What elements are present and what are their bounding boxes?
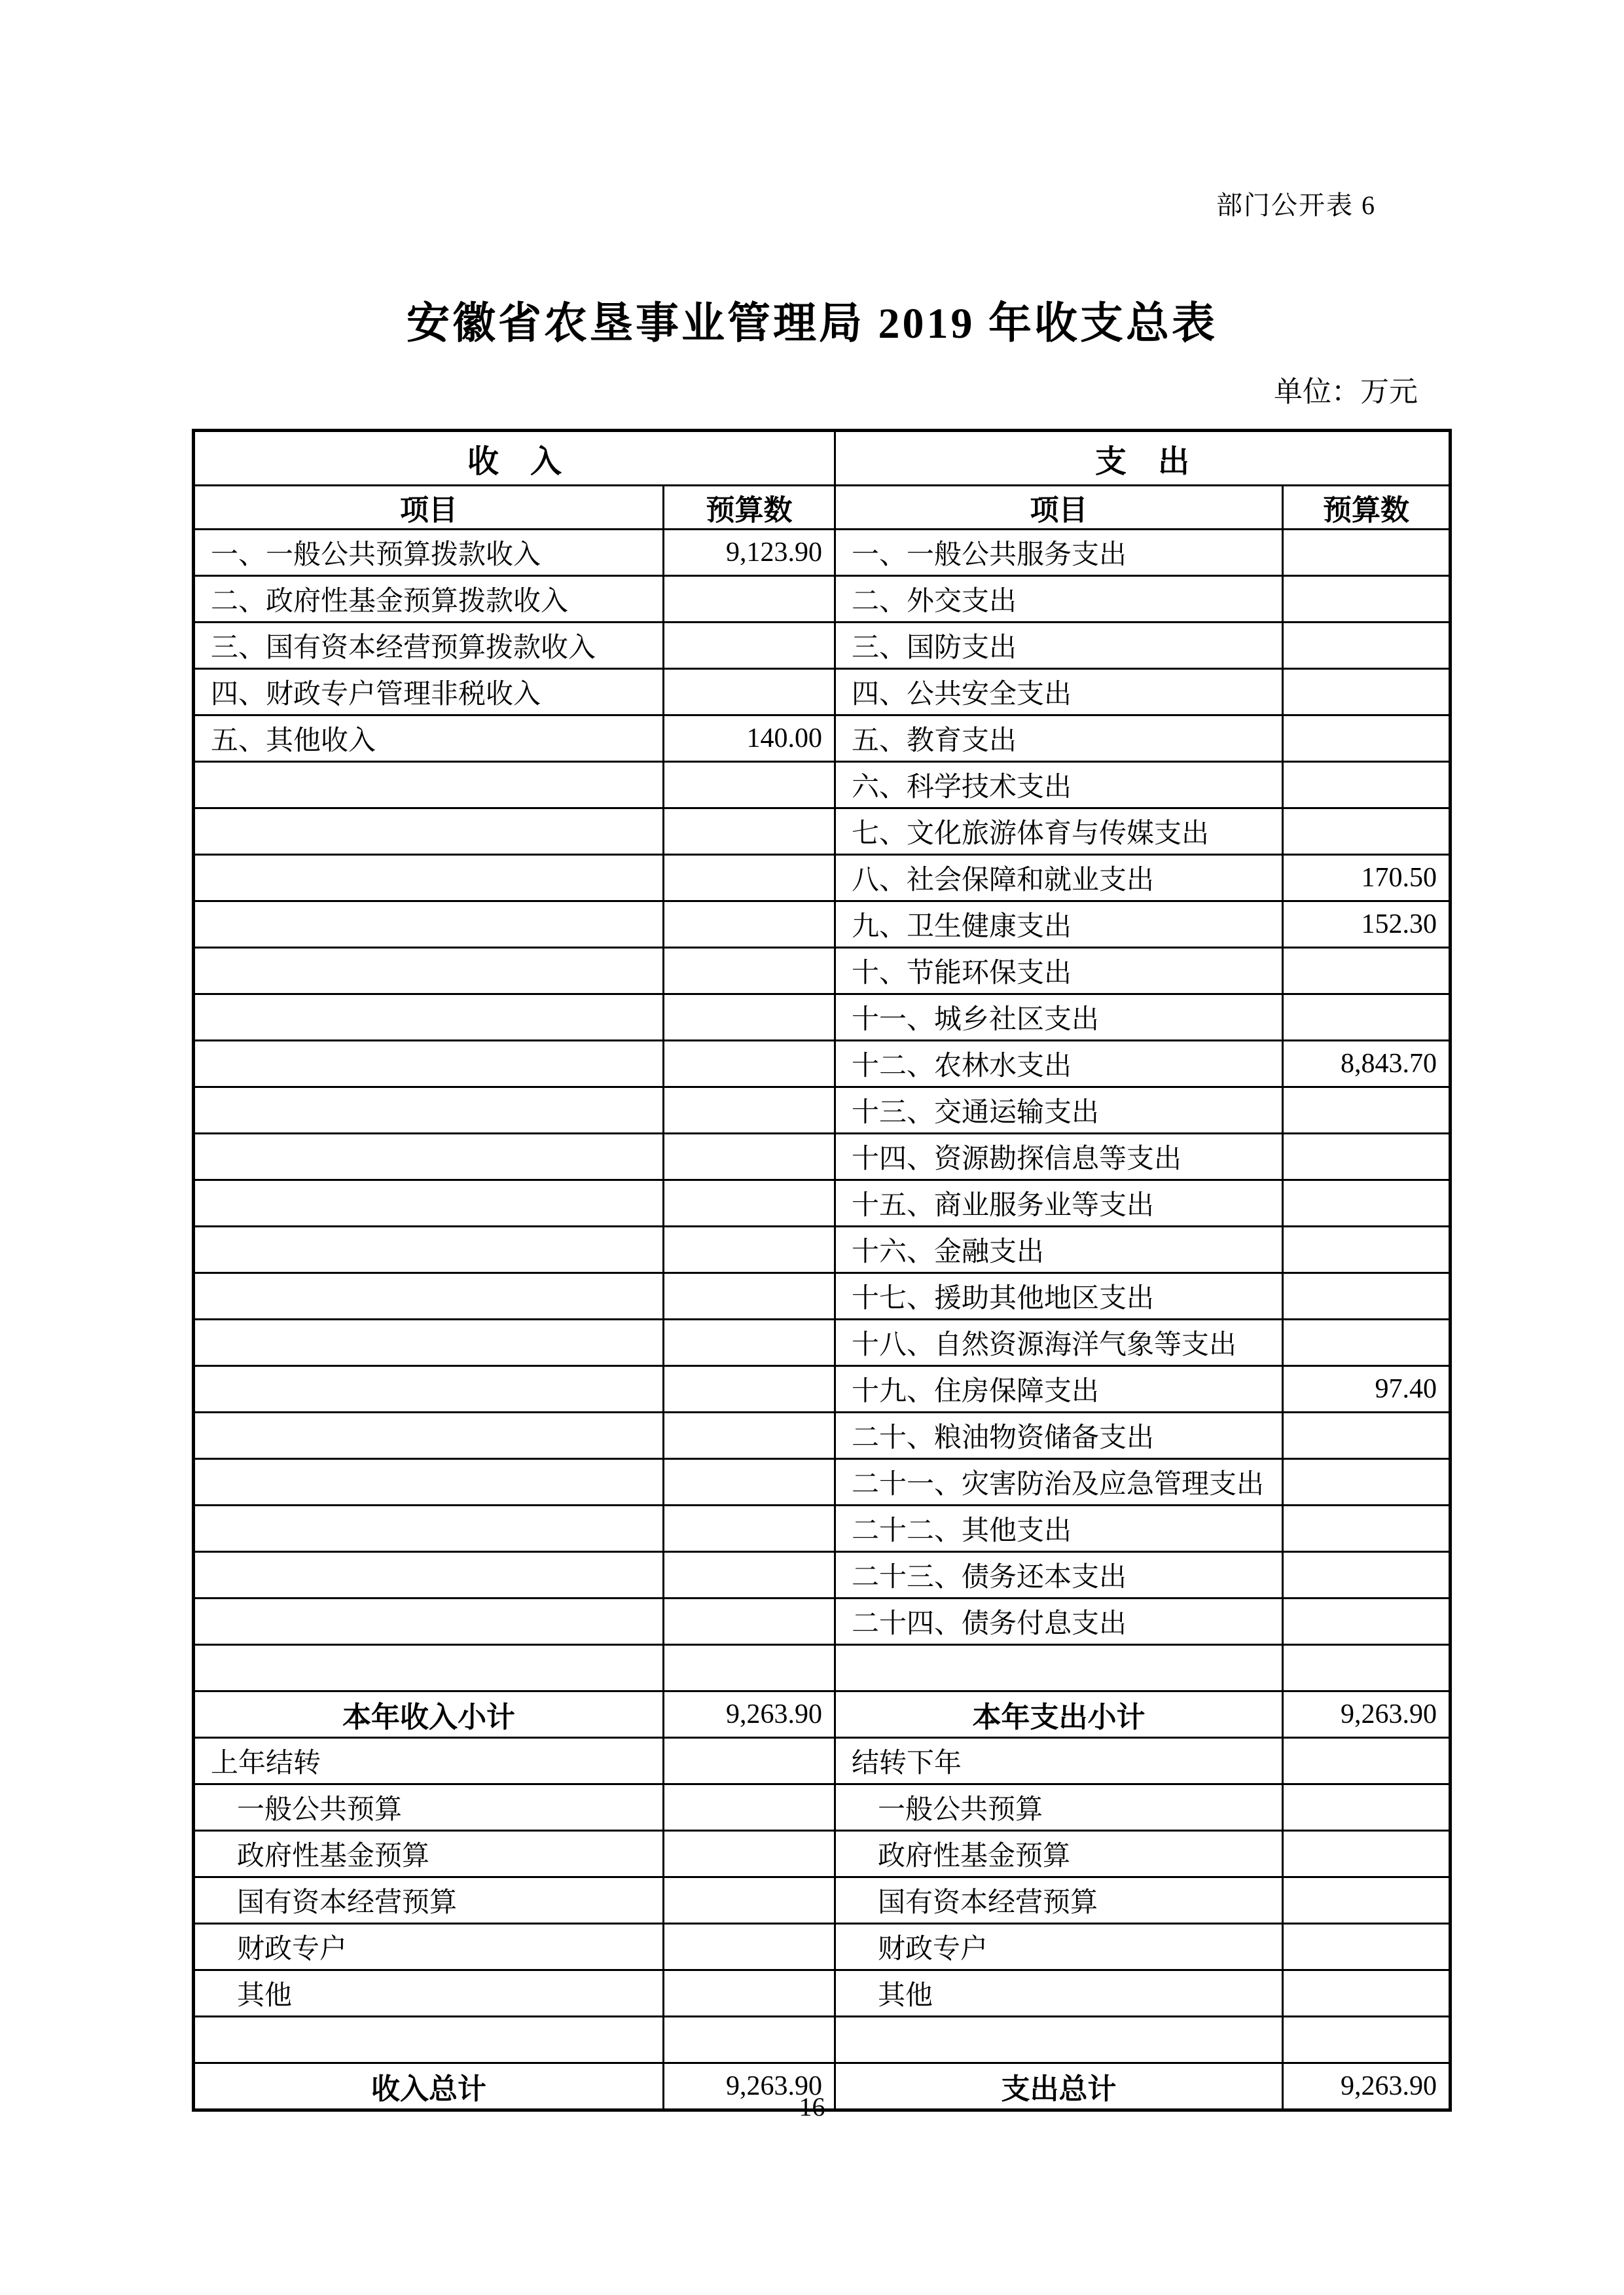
table-row-item [194, 1134, 1451, 1180]
income-budget-cell [664, 1041, 835, 1087]
income-budget-cell [664, 855, 835, 901]
expense-item-cell: 其他 [835, 1970, 1283, 2017]
expense-budget-cell [1283, 623, 1451, 669]
table-row-item [194, 994, 1451, 1041]
budget-table [192, 429, 1452, 2112]
expense-budget-cell: 97.40 [1283, 1366, 1451, 1413]
income-item-cell [194, 2017, 664, 2063]
expense-item-cell: 一、一般公共服务支出 [835, 530, 1283, 576]
page-title: 安徽省农垦事业管理局 2019 年收支总表 [406, 300, 1218, 348]
income-budget-cell [664, 1506, 835, 1552]
expense-item-cell: 二、外交支出 [835, 576, 1283, 623]
expense-item-cell [835, 1645, 1283, 1691]
expense-item-cell: 政府性基金预算 [835, 1831, 1283, 1877]
expense-item-cell: 五、教育支出 [835, 715, 1283, 762]
income-item-cell: 上年结转 [194, 1738, 664, 1784]
expense-item-cell: 十一、城乡社区支出 [835, 994, 1283, 1041]
income-budget-cell [664, 1134, 835, 1180]
expense-item-cell: 七、文化旅游体育与传媒支出 [835, 808, 1283, 855]
income-budget-cell [664, 1227, 835, 1273]
expense-budget-cell: 170.50 [1283, 855, 1451, 901]
income-item-cell [194, 1087, 664, 1134]
table-row-item [194, 1459, 1451, 1506]
income-item-cell [194, 1134, 664, 1180]
income-budget-cell [664, 1970, 835, 2017]
expense-budget-cell [1283, 1645, 1451, 1691]
table-row-item [194, 1552, 1451, 1599]
expense-budget-cell [1283, 1599, 1451, 1645]
expense-item-cell: 十三、交通运输支出 [835, 1087, 1283, 1134]
income-budget-cell [664, 1645, 835, 1691]
table-row-item [194, 715, 1451, 762]
table-row-item [194, 762, 1451, 808]
table-row-item [194, 1273, 1451, 1320]
income-item-cell [194, 1366, 664, 1413]
table-row-sub [194, 1924, 1451, 1970]
table-row-item [194, 1413, 1451, 1459]
table-row-item [194, 948, 1451, 994]
table-row-section [194, 1738, 1451, 1784]
expense-budget-cell [1283, 1784, 1451, 1831]
expense-budget-cell [1283, 1413, 1451, 1459]
income-item-cell: 收入总计 [194, 2063, 664, 2110]
expense-item-cell: 本年支出小计 [835, 1691, 1283, 1738]
income-budget-cell [664, 1273, 835, 1320]
income-budget-cell: 140.00 [664, 715, 835, 762]
income-item-cell: 五、其他收入 [194, 715, 664, 762]
income-budget-cell: 9,263.90 [664, 2063, 835, 2110]
income-budget-cell [664, 1087, 835, 1134]
expense-budget-cell [1283, 1506, 1451, 1552]
income-budget-cell [664, 1552, 835, 1599]
income-item-cell: 一般公共预算 [194, 1784, 664, 1831]
expense-budget-cell [1283, 1924, 1451, 1970]
income-budget-cell [664, 1784, 835, 1831]
table-row-item [194, 669, 1451, 715]
income-item-cell [194, 1273, 664, 1320]
expense-budget-cell: 8,843.70 [1283, 1041, 1451, 1087]
income-budget-column-header: 预算数 [664, 486, 835, 530]
income-item-cell: 其他 [194, 1970, 664, 2017]
table-row-item [194, 1041, 1451, 1087]
table-row-column-header [194, 486, 1451, 530]
income-item-cell [194, 1041, 664, 1087]
expense-budget-cell [1283, 576, 1451, 623]
expense-item-cell: 十四、资源勘探信息等支出 [835, 1134, 1283, 1180]
expense-budget-cell [1283, 1738, 1451, 1784]
income-budget-cell [664, 1459, 835, 1506]
expense-item-cell: 支出总计 [835, 2063, 1283, 2110]
expense-budget-cell [1283, 994, 1451, 1041]
expense-budget-cell [1283, 808, 1451, 855]
expense-item-cell: 十五、商业服务业等支出 [835, 1180, 1283, 1227]
income-budget-cell [664, 1180, 835, 1227]
table-row-item [194, 1599, 1451, 1645]
expense-budget-cell: 9,263.90 [1283, 1691, 1451, 1738]
expense-item-cell: 财政专户 [835, 1924, 1283, 1970]
expense-budget-cell [1283, 1831, 1451, 1877]
expense-item-cell: 十九、住房保障支出 [835, 1366, 1283, 1413]
income-item-cell [194, 1599, 664, 1645]
income-item-cell [194, 1459, 664, 1506]
expense-budget-cell [1283, 1320, 1451, 1366]
income-item-cell [194, 855, 664, 901]
expense-item-cell: 十、节能环保支出 [835, 948, 1283, 994]
income-item-cell [194, 948, 664, 994]
table-row-item [194, 855, 1451, 901]
table-row-item [194, 1366, 1451, 1413]
expense-section-header: 支 出 [835, 431, 1451, 486]
income-item-cell [194, 1227, 664, 1273]
income-item-cell [194, 1320, 664, 1366]
income-item-cell: 一、一般公共预算拨款收入 [194, 530, 664, 576]
expense-budget-cell [1283, 1970, 1451, 2017]
income-budget-cell [664, 669, 835, 715]
expense-item-cell: 二十三、债务还本支出 [835, 1552, 1283, 1599]
income-item-cell [194, 1506, 664, 1552]
income-section-header: 收 入 [194, 431, 835, 486]
income-budget-cell [664, 762, 835, 808]
expense-budget-cell [1283, 1459, 1451, 1506]
income-budget-cell [664, 1413, 835, 1459]
unit-label: 单位：万元 [1274, 376, 1418, 408]
expense-budget-cell [1283, 1087, 1451, 1134]
expense-item-cell: 九、卫生健康支出 [835, 901, 1283, 948]
table-row-item [194, 1506, 1451, 1552]
expense-item-cell: 结转下年 [835, 1738, 1283, 1784]
income-item-cell: 政府性基金预算 [194, 1831, 664, 1877]
expense-item-cell: 四、公共安全支出 [835, 669, 1283, 715]
expense-item-cell: 二十、粮油物资储备支出 [835, 1413, 1283, 1459]
table-row-item [194, 623, 1451, 669]
expense-budget-cell [1283, 715, 1451, 762]
expense-budget-column-header: 预算数 [1283, 486, 1451, 530]
expense-budget-cell [1283, 669, 1451, 715]
table-body [194, 530, 1451, 2110]
table-row-item [194, 1180, 1451, 1227]
expense-budget-cell [1283, 1273, 1451, 1320]
expense-budget-cell: 9,263.90 [1283, 2063, 1451, 2110]
income-item-cell: 本年收入小计 [194, 1691, 664, 1738]
income-item-cell: 财政专户 [194, 1924, 664, 1970]
expense-item-cell: 六、科学技术支出 [835, 762, 1283, 808]
expense-item-cell: 一般公共预算 [835, 1784, 1283, 1831]
income-item-cell: 国有资本经营预算 [194, 1877, 664, 1924]
page-number: 16 [799, 2092, 825, 2122]
income-item-cell [194, 1645, 664, 1691]
income-budget-cell [664, 948, 835, 994]
expense-item-cell [835, 2017, 1283, 2063]
expense-item-cell: 国有资本经营预算 [835, 1877, 1283, 1924]
table-row-sub [194, 1784, 1451, 1831]
table-row-item [194, 1087, 1451, 1134]
income-item-cell [194, 901, 664, 948]
table-head [194, 431, 1451, 530]
expense-budget-cell [1283, 530, 1451, 576]
expense-item-cell: 十七、援助其他地区支出 [835, 1273, 1283, 1320]
income-budget-cell [664, 1831, 835, 1877]
income-budget-cell [664, 1924, 835, 1970]
income-item-cell: 二、政府性基金预算拨款收入 [194, 576, 664, 623]
expense-item-cell: 二十一、灾害防治及应急管理支出 [835, 1459, 1283, 1506]
income-item-cell [194, 1413, 664, 1459]
table-row-blank [194, 1645, 1451, 1691]
table-row-blank [194, 2017, 1451, 2063]
table-row-sub [194, 1970, 1451, 2017]
table-row-item [194, 1227, 1451, 1273]
table-row-item [194, 576, 1451, 623]
expense-budget-cell [1283, 762, 1451, 808]
income-budget-cell [664, 2017, 835, 2063]
expense-budget-cell [1283, 1134, 1451, 1180]
table-row-subtotal [194, 1691, 1451, 1738]
table-row-item [194, 1320, 1451, 1366]
income-item-cell: 三、国有资本经营预算拨款收入 [194, 623, 664, 669]
expense-budget-cell [1283, 2017, 1451, 2063]
table-row-sub [194, 1877, 1451, 1924]
income-item-cell [194, 994, 664, 1041]
expense-budget-cell [1283, 1227, 1451, 1273]
income-budget-cell [664, 1366, 835, 1413]
expense-item-cell: 十二、农林水支出 [835, 1041, 1283, 1087]
income-item-cell: 四、财政专户管理非税收入 [194, 669, 664, 715]
income-item-cell [194, 808, 664, 855]
income-budget-cell [664, 994, 835, 1041]
expense-item-cell: 十六、金融支出 [835, 1227, 1283, 1273]
income-item-cell [194, 762, 664, 808]
expense-budget-cell [1283, 1180, 1451, 1227]
expense-item-cell: 二十二、其他支出 [835, 1506, 1283, 1552]
income-budget-cell [664, 1320, 835, 1366]
income-item-cell [194, 1180, 664, 1227]
income-budget-cell [664, 1877, 835, 1924]
income-budget-cell [664, 576, 835, 623]
table-row-sub [194, 1831, 1451, 1877]
income-budget-cell [664, 901, 835, 948]
table-row-item [194, 901, 1451, 948]
expense-budget-cell [1283, 1877, 1451, 1924]
table-row-group-header [194, 431, 1451, 486]
income-item-cell [194, 1552, 664, 1599]
table-row-item [194, 530, 1451, 576]
expense-item-cell: 三、国防支出 [835, 623, 1283, 669]
income-budget-cell: 9,263.90 [664, 1691, 835, 1738]
doc-label: 部门公开表 6 [1216, 190, 1376, 220]
expense-budget-cell [1283, 1552, 1451, 1599]
income-budget-cell [664, 623, 835, 669]
expense-item-cell: 八、社会保障和就业支出 [835, 855, 1283, 901]
table-row-item [194, 808, 1451, 855]
income-item-column-header: 项目 [194, 486, 664, 530]
expense-item-cell: 十八、自然资源海洋气象等支出 [835, 1320, 1283, 1366]
income-budget-cell [664, 1599, 835, 1645]
income-budget-cell [664, 808, 835, 855]
expense-budget-cell [1283, 948, 1451, 994]
income-budget-cell [664, 1738, 835, 1784]
expense-item-column-header: 项目 [835, 486, 1283, 530]
expense-item-cell: 二十四、债务付息支出 [835, 1599, 1283, 1645]
expense-budget-cell: 152.30 [1283, 901, 1451, 948]
income-budget-cell: 9,123.90 [664, 530, 835, 576]
